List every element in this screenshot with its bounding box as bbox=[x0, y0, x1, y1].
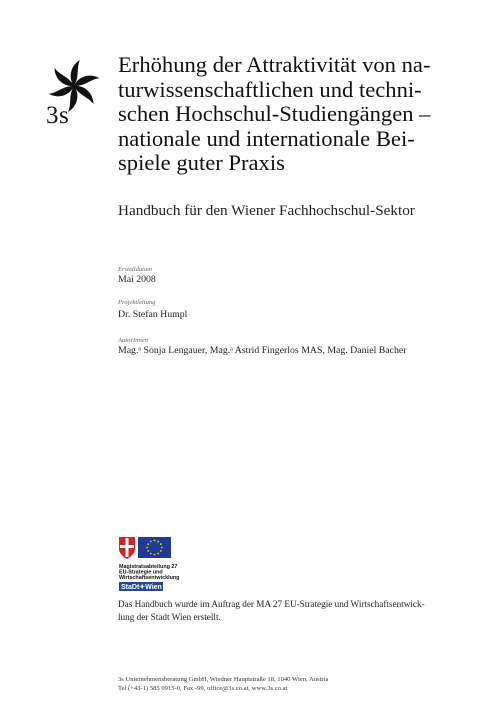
company-address bbox=[118, 676, 328, 693]
authors-value: Mag.ᵃ Sonja Lengauer, Mag.ᵃ Astrid Fingerlos MAS, Mag. Daniel Bacher bbox=[118, 345, 407, 356]
emblem-line-2: EU-Strategie und bbox=[119, 569, 163, 576]
document-subtitle: Handbuch für den Wiener Fachhochschul-Sektor bbox=[118, 202, 415, 219]
note-line: Das Handbuch wurde im Auftrag der MA 27 EU-Strategie und Wirtschaftsentwick- bbox=[118, 599, 425, 609]
note-line: lung der Stadt Wien erstellt. bbox=[118, 612, 221, 622]
emblem-line-1: Magistratsabteilung 27 bbox=[119, 564, 178, 570]
date-value: Mai 2008 bbox=[118, 274, 156, 285]
company-logo-text: 3s bbox=[46, 102, 70, 129]
document-title bbox=[118, 53, 478, 176]
title-line: turwissenschaftlichen und techni- bbox=[118, 76, 422, 102]
title-line: schen Hochschul-Studiengängen – bbox=[118, 101, 431, 126]
commission-note bbox=[118, 598, 458, 624]
project-lead-value: Dr. Stefan Humpl bbox=[118, 309, 188, 320]
title-line: spiele guter Praxis bbox=[118, 150, 285, 175]
address-line: 3s Unternehmensberatung GmbH, Wiedner Hauptstraße 18, 1040 Wien, Austria bbox=[118, 676, 329, 683]
emblem-line-3: Wirtschaftsentwicklung bbox=[119, 575, 180, 581]
address-line: Tel (+43-1) 585 0915-0, Fax -99, office@3s.co.at, www.3s.co.at bbox=[118, 684, 288, 692]
title-line: nationale und internationale Bei- bbox=[118, 125, 415, 151]
date-label: Erstelldatum bbox=[118, 266, 153, 273]
project-lead-label: Projektleitung bbox=[118, 299, 156, 306]
authors-label: AutorInnen bbox=[118, 337, 149, 344]
ma27-emblem bbox=[118, 535, 182, 597]
stadt-wien-logo: StaDt✦Wien bbox=[121, 584, 162, 591]
title-line: Erhöhung der Attraktivität von na- bbox=[118, 52, 431, 77]
